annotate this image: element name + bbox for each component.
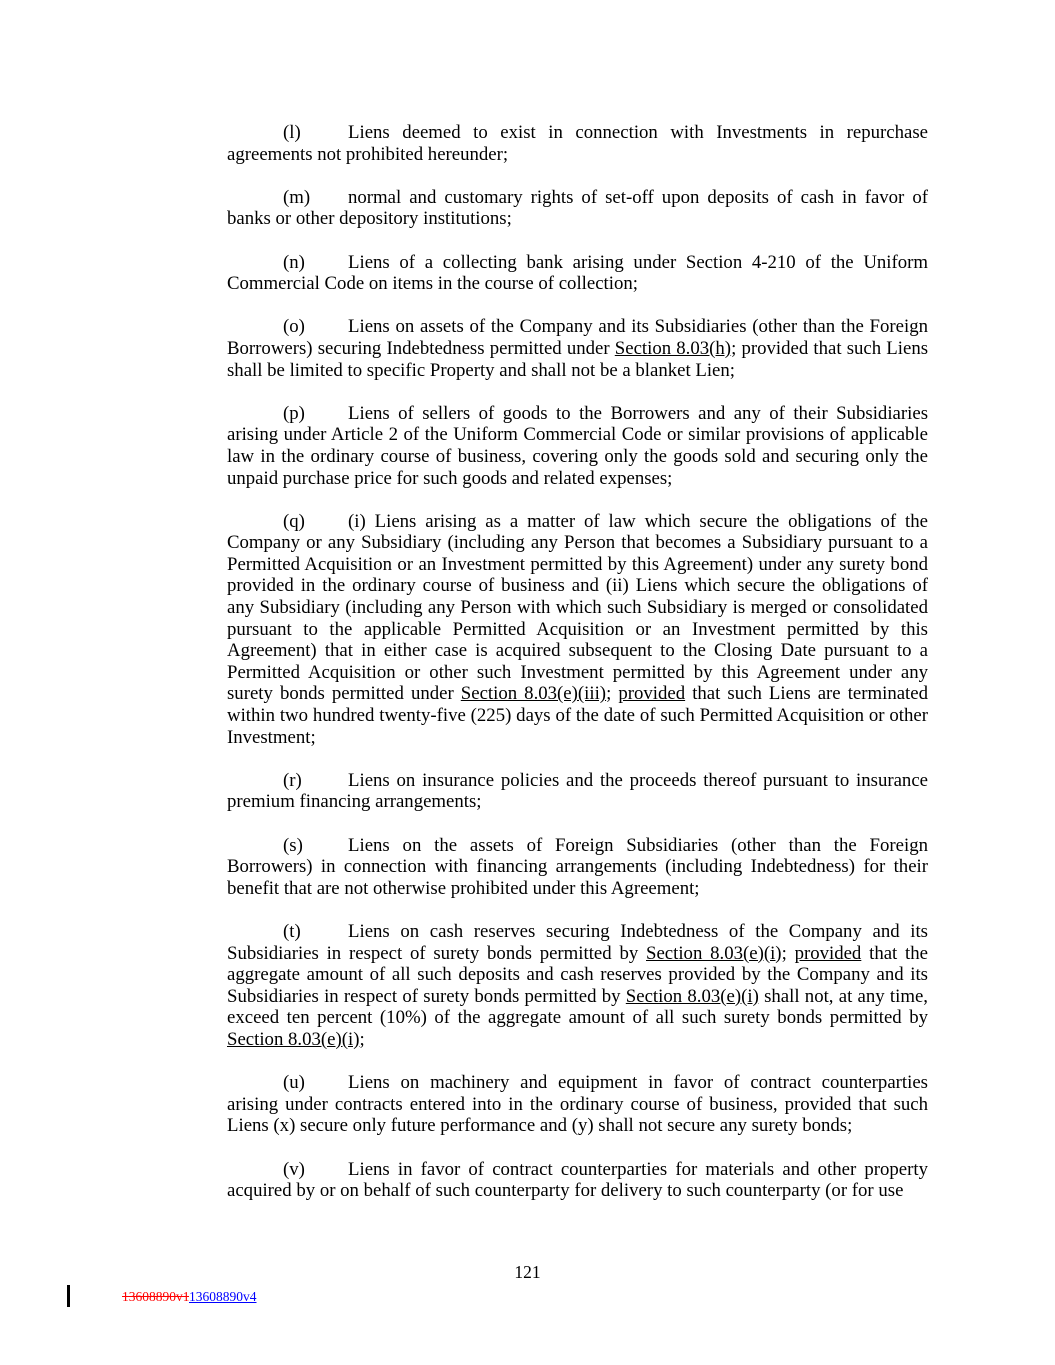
doc-id-new-underlined: 13608890v4 xyxy=(189,1289,257,1304)
paragraph-text: (i) Liens arising as a matter of law which secure the obligations of the Company or any Subsidiary (including any Person that becomes a Subsidiary pursuant to a Permitted Acquisition or an Investment permitted by this Agreement) under any surety bond provided in the ordinary course of business and (ii) Liens which secure the obligations of any Subsidiary (including any Person with which such Subsidiary is merged or consolidated pursuant to the applicable Permitted Acquisition or an Investment permitted by this Agreement) that in either case is acquired subsequent to the Closing Date pursuant to a Permitted Acquisition or other such Investment permitted by this Agreement under any surety bonds permitted under xyxy=(227,510,928,705)
underlined-text: Section 8.03(e)(iii) xyxy=(460,683,607,705)
paragraph-text: Liens of sellers of goods to the Borrowers and any of their Subsidiaries arising under Article 2 of the Uniform Commercial Code or similar provisions of applicable law in the ordinary course of business, covering only the goods sold and securing only the unpaid purchase price for such goods and related expenses; xyxy=(227,402,928,489)
paragraph-v xyxy=(227,1159,928,1202)
paragraph-text: Liens on insurance policies and the proceeds thereof pursuant to insurance premium financing arrangements; xyxy=(227,769,928,813)
paragraph-label: (n) xyxy=(283,251,305,273)
paragraph-text: Liens on assets of the Company and its Subsidiaries (other than the Foreign Borrowers) securing Indebtedness permitted under xyxy=(227,316,928,359)
underlined-text: provided xyxy=(794,942,862,964)
doc-id-old-strikethrough: 13608890v1 xyxy=(122,1289,189,1304)
paragraph-text: ; provided that such Liens shall be limited to specific Property and shall not be a blanket Lien; xyxy=(227,337,929,381)
paragraph-text: Liens in favor of contract counterparties for materials and other property acquired by or on behalf of such counterparty for delivery to such counterparty (or for use xyxy=(227,1158,928,1202)
paragraph-label: (l) xyxy=(283,122,301,143)
paragraph-text: Liens deemed to exist in connection with Investments in repurchase agreements not prohibited hereunder; xyxy=(227,122,928,165)
underlined-text: Section 8.03(h) xyxy=(614,337,732,359)
underlined-text: Section 8.03(e)(i) xyxy=(625,985,759,1007)
paragraph-label: (u) xyxy=(283,1072,305,1094)
paragraph-text: Liens on cash reserves securing Indebtedness of the Company and its Subsidiaries in respect of surety bonds permitted by xyxy=(227,920,928,964)
paragraph-r xyxy=(227,770,928,813)
paragraph-text: that such Liens are terminated within two hundred twenty-five (225) days of the date of such Permitted Acquisition or other Investment; xyxy=(227,683,929,748)
page-number: 121 xyxy=(514,1262,541,1282)
paragraph-label: (v) xyxy=(283,1158,305,1180)
paragraph-text: Liens of a collecting bank arising under Section 4-210 of the Uniform Commercial Code on items in the course of collection; xyxy=(227,251,928,295)
paragraph-text: ; xyxy=(781,942,795,964)
paragraph-label: (q) xyxy=(283,510,305,532)
change-bar xyxy=(67,1285,70,1307)
paragraph-text: Liens on the assets of Foreign Subsidiaries (other than the Foreign Borrowers) in connection with financing arrangements (including Indebtedness) for their benefit that are not otherwise prohibited under this Agreement; xyxy=(227,834,928,899)
paragraph-m xyxy=(227,187,928,230)
paragraph-label: (r) xyxy=(283,769,302,791)
paragraph-label: (s) xyxy=(283,834,303,856)
paragraph-label: (t) xyxy=(283,920,301,942)
paragraph-u xyxy=(227,1072,928,1137)
paragraph-text: ; xyxy=(606,683,619,705)
paragraph-text: Liens on machinery and equipment in favor of contract counterparties arising under contracts entered into in the ordinary course of business, provided that such Liens (x) secure only future performance and (y) shall not secure any surety bonds; xyxy=(227,1072,928,1137)
paragraph-o xyxy=(227,316,928,381)
underlined-text: provided xyxy=(618,683,686,705)
paragraph-text: shall not, at any time, exceed ten percent (10%) of the aggregate amount of all such surety bonds permitted by xyxy=(227,985,929,1029)
underlined-text: Section 8.03(e)(i) xyxy=(646,942,782,964)
body-text xyxy=(227,122,928,1202)
underlined-text: Section 8.03(e)(i) xyxy=(227,1028,360,1050)
paragraph-t xyxy=(227,921,928,1051)
paragraph-s xyxy=(227,835,928,900)
footer-doc-id xyxy=(122,1289,257,1305)
paragraph-text: that the aggregate amount of all such deposits and cash reserves provided by the Company and its Subsidiaries in respect of surety bonds permitted by xyxy=(227,942,928,1007)
paragraph-p xyxy=(227,403,928,489)
paragraph-text: normal and customary rights of set-off upon deposits of cash in favor of banks or other depository institutions; xyxy=(227,186,928,230)
paragraph-text: ; xyxy=(359,1028,365,1050)
paragraph-q xyxy=(227,511,928,749)
paragraph-n xyxy=(227,252,928,295)
paragraph-label: (m) xyxy=(283,186,311,208)
paragraph-l xyxy=(227,122,928,165)
paragraph-label: (o) xyxy=(283,316,305,338)
paragraph-label: (p) xyxy=(283,402,305,424)
